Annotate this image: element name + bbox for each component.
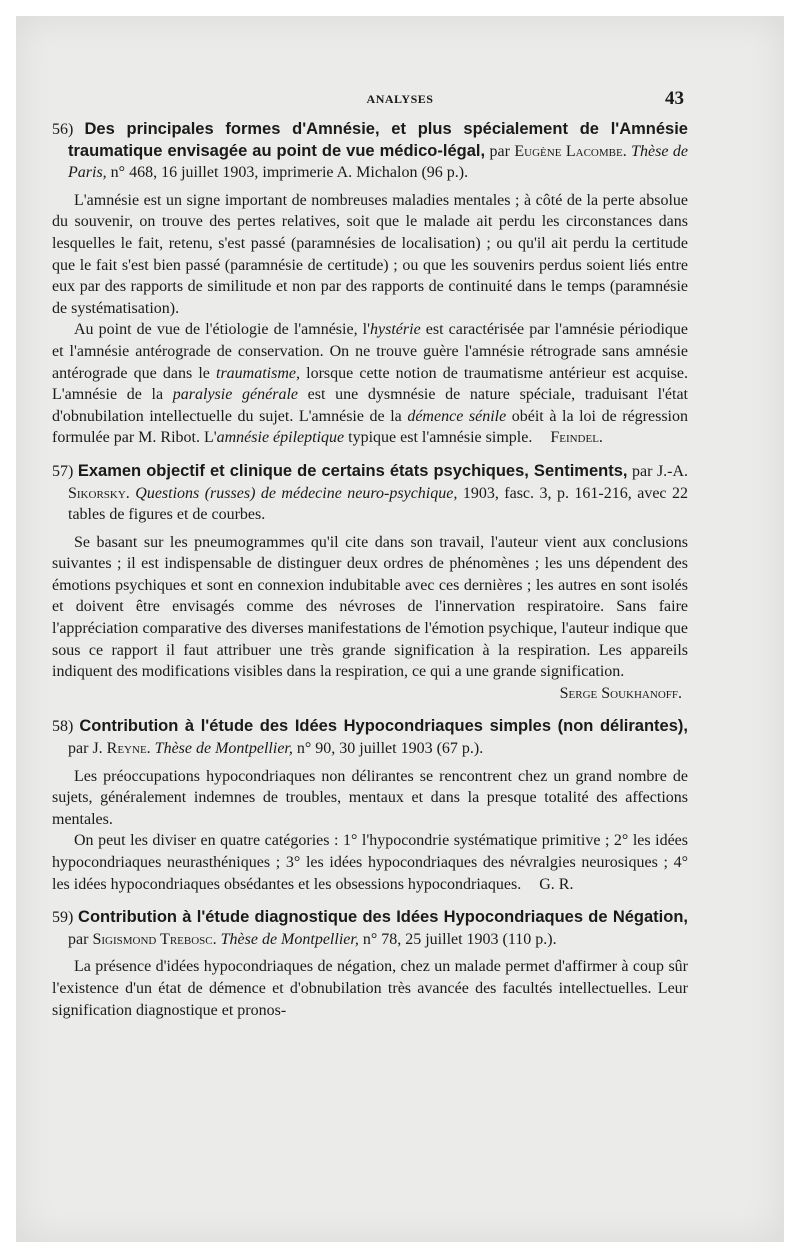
entry-author: Sigismond Trebosc.: [92, 930, 217, 948]
paragraph: L'amnésie est un signe important de nombreuses maladies mentales ; à côté de la perte absolue du souvenir, on trouve des pertes relatives, soit que le malade ait perdu les circonstances dans lesquelles le fait, retenu, s'est passé (paramnésies de localisation) ; ou qu'il ait perdu la certitude que le fait s'est bien passé (paramnésie de certitude) ; ou que les souvenirs perdus soient liés entre eux par des rapports de similitude et non par des rapports de continuité dans le temps (paramnésie de systématisation).: [52, 191, 688, 317]
entry-source: Questions (russes) de médecine neuro-psychique,: [135, 484, 458, 502]
page-header: [16, 88, 784, 110]
paragraph: La présence d'idées hypocondriaques de négation, chez un malade permet d'affirmer à coup sûr l'existence d'un état de démence et d'obnubilation très avancée des facultés intellectuelles. Leur signification diagnostique et pronos-: [52, 958, 688, 1019]
italic-term: hystérie: [370, 321, 421, 339]
text-run: typique est l'amnésie simple.: [344, 429, 533, 447]
entry-number: 57): [52, 462, 74, 480]
article-body: [52, 119, 688, 1021]
signature: Serge Soukhanoff.: [559, 684, 682, 702]
italic-term: démence sénile: [407, 407, 507, 425]
scanned-page: [16, 16, 784, 1242]
text-run: est caractérisée par l'amnésie périodique et l'amnésie antérograde de conservation. On ne trouve guère l'amnésie rétrograde sans amnésie antérograde que dans le: [52, 321, 689, 382]
by-word: par: [631, 462, 653, 480]
entry-heading: [52, 716, 688, 759]
entry-heading: [52, 119, 688, 184]
paragraph: Se basant sur les pneumogrammes qu'il cite dans son travail, l'auteur vient aux conclusions suivantes ; il est indispensable de distinguer deux ordres de phénomènes ; les uns dépendent des émotions psychiques et sont en connexion indubitable avec ces dernières ; les autres en sont isolés et doivent être envisagés comme des névroses de l'innervation respiratoire. Sans faire l'appréciation comparative des diverses manifestations de l'émotion psychique, l'auteur indique que sous ce rapport il faut attribuer une très grande signification à la respiration. Les appareils indiquent des modifications visibles dans la respiration, ce qui a une grande signification.: [52, 533, 688, 681]
entry-58: [52, 716, 688, 895]
italic-term: traumatisme,: [216, 364, 300, 382]
signature: Feindel.: [550, 429, 603, 447]
entry-number: 56): [52, 121, 74, 138]
entry-details: n° 78, 25 juillet 1903 (110 p.).: [362, 930, 557, 948]
entry-number: 58): [52, 718, 74, 736]
text-run: lorsque cette notion de traumatisme antérieur est acquise. L'amnésie de la: [52, 364, 688, 404]
entry-heading: [52, 907, 688, 950]
by-word: par: [68, 930, 89, 948]
text-run: obéit à la loi de régression formulée par M. Ribot. L': [52, 407, 688, 447]
entry-title: Contribution à l'étude des Idées Hypocondriaques simples (non délirantes),: [79, 717, 688, 736]
paragraph: Les préoccupations hypocondriaques non délirantes se rencontrent chez un grand nombre de sujets, généralement indemnes de troubles, mentaux et dans la presque totalité des affections mentales.: [52, 767, 688, 828]
italic-term: amnésie épileptique: [216, 429, 345, 447]
text-run: On peut les diviser en quatre catégories : 1° l'hypocondrie systématique primitive ; 2° les idées hypocondriaques neurasthéniques ; 3° les idées hypocondriaques des névralgies neurosiques ; 4° les idées hypocondriaques obsédantes et les obsessions hypocondriaques.: [52, 832, 688, 893]
entry-source: Thèse de Paris,: [68, 142, 689, 182]
by-word: par: [68, 740, 89, 758]
entry-heading: [52, 461, 688, 526]
entry-57: [52, 461, 688, 705]
entry-author: Eugène Lacombe.: [514, 142, 627, 160]
paragraph-etiology: [52, 319, 688, 449]
text-run: Au point de vue de l'étiologie de l'amnésie, l': [74, 321, 371, 339]
text-run: est une dysmnésie de nature spéciale, traduisant l'état d'obnubilation intellectuelle du sujet. L'amnésie de la: [52, 386, 688, 425]
entry-number: 59): [52, 909, 74, 927]
entry-author: J. Reyne.: [92, 740, 151, 758]
entry-56: [52, 119, 688, 449]
entry-details: n° 90, 30 juillet 1903 (67 p.).: [296, 740, 484, 758]
by-word: par: [489, 142, 510, 160]
entry-details: 1903, fasc. 3, p. 161-216, avec 22 tables de figures et de courbes.: [68, 484, 689, 524]
paragraph: [52, 830, 688, 895]
entry-author: J.-A. Sikorsky.: [68, 462, 689, 502]
entry-source: Thèse de Montpellier,: [220, 930, 359, 948]
page-number: 43: [665, 88, 684, 109]
entry-source: Thèse de Montpellier,: [154, 740, 293, 758]
entry-title: Des principales formes d'Amnésie, et plus spécialement de l'Amnésie traumatique envisagée au point de vue médico-légal,: [68, 120, 688, 160]
entry-title: Contribution à l'étude diagnostique des Idées Hypocondriaques de Négation,: [78, 908, 689, 927]
entry-59: [52, 907, 688, 1021]
signature: G. R.: [539, 875, 574, 893]
running-title: ANALYSES: [366, 92, 434, 106]
entry-title: Examen objectif et clinique de certains états psychiques, Sentiments,: [77, 461, 628, 480]
entry-details: n° 468, 16 juillet 1903, imprimerie A. Michalon (96 p.).: [110, 164, 469, 182]
italic-term: paralysie générale: [172, 386, 298, 404]
